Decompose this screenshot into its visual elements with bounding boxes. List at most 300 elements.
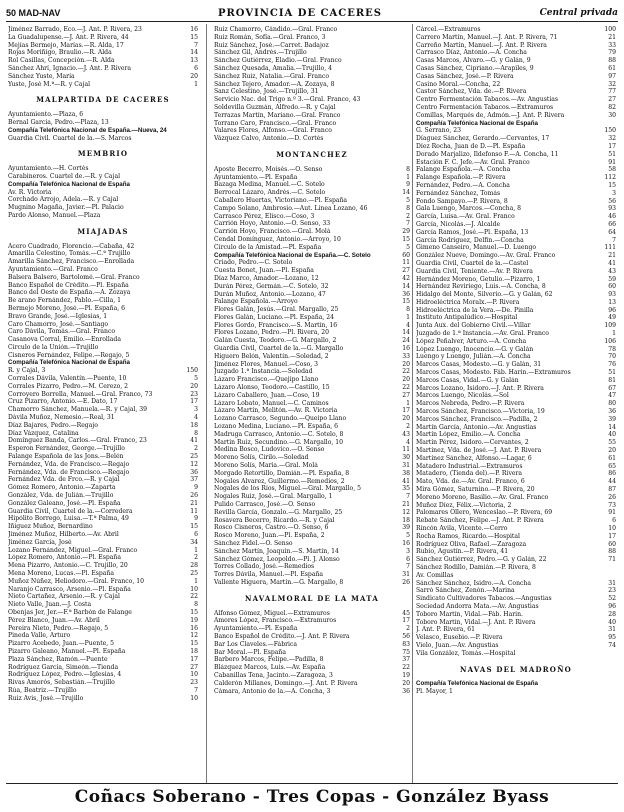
entry-number: 80 [608, 400, 616, 408]
directory-entry [8, 289, 198, 297]
directory-entry [8, 430, 198, 438]
entry-number [392, 65, 410, 73]
entry-number: 23 [190, 679, 198, 687]
directory-entry [416, 174, 616, 182]
entry-name: Alfonso Gómez, Miguel.—Extramuros [214, 609, 330, 617]
directory-entry [8, 492, 198, 500]
entry-number: 20 [190, 72, 198, 80]
entry-name: Carreño Martín, Manuel.—J. Ant. P. Rivera [416, 41, 547, 49]
column-divider [206, 24, 207, 784]
directory-entry [214, 446, 410, 454]
directory-entry [416, 276, 616, 284]
entry-number [180, 352, 198, 360]
entry-name: Guardia Civil, Teniente.—Av. P. Rivera [416, 267, 533, 275]
entry-number: 7 [612, 236, 616, 244]
entry-name: Lázaro Lobato, Manuel.—C. Caminos [214, 399, 329, 407]
entry-number: 111 [604, 244, 616, 252]
directory-entry [416, 166, 616, 174]
entry-name: Carrión Hoyo, Francisco.—Gral. Molá [214, 228, 331, 236]
entry-number: 70 [608, 353, 616, 361]
directory-entry [214, 571, 410, 579]
entry-number: 10 [190, 585, 198, 593]
entry-name: Hernández Reviriego, Luis.—A. Concha, 8 [416, 283, 546, 291]
entry-name: Luengo y Luengo, Julián.—A. Concha [416, 353, 531, 361]
entry-name: Pizarro Galeano, Manuel.—Pl. España [8, 647, 126, 655]
entry-number: 37 [190, 476, 198, 484]
directory-entry [214, 49, 410, 57]
entry-name: Casas Sánchez, José.—P. Rivera [416, 72, 514, 80]
entry-name: Hipólito Borrego, Luisa.—T.ª Palma, 49 [8, 515, 129, 523]
entry-number: 65 [608, 462, 616, 470]
entry-name: Pizarro Acebedo, Juan.—Puente, 5 [8, 640, 115, 648]
entry-name: Cuesta Bonet, Juan.—Pl. España [214, 267, 314, 275]
directory-entry [8, 65, 198, 73]
entry-name: García Ramos, José.—Pl. España, 13 [416, 228, 529, 236]
entry-number: 81 [608, 376, 616, 384]
entry-number: 2 [406, 625, 410, 633]
directory-entry [8, 476, 198, 484]
entry-name: Pardo Alonso, Manuel.—Plaza [8, 211, 101, 219]
entry-number: 26 [190, 492, 198, 500]
entry-name: Cárcel.—Extramuros [416, 26, 481, 33]
entry-number: 64 [608, 228, 616, 236]
entry-name: Balsera Balsero, Bartolomé.—Gral. Franco [8, 273, 140, 281]
entry-name: Ayuntamiento.—Plaza, 6 [8, 111, 84, 119]
entry-number: 9 [194, 484, 198, 492]
directory-entry [416, 213, 616, 221]
directory-entry [214, 104, 410, 112]
directory-entry [8, 165, 198, 173]
entry-number [598, 572, 616, 580]
entry-name: Díaz Vázquez, Catalina [8, 429, 79, 437]
entry-name: Acero Cuadrado, Florencio.—Cabaña, 42 [8, 242, 135, 250]
entry-number: 17 [402, 617, 410, 625]
entry-name: Compañía Telefónica Nacional de España.—C. Sotelo [214, 251, 371, 259]
directory-entry [416, 65, 616, 73]
directory-entry [416, 470, 616, 478]
entry-number: 17 [190, 398, 198, 406]
entry-number [180, 266, 198, 274]
directory-entry [214, 563, 410, 571]
entry-number: 25 [190, 453, 198, 461]
directory-entry [8, 73, 198, 81]
directory-entry [214, 236, 410, 244]
entry-number [180, 196, 198, 204]
entry-number: 14 [190, 49, 198, 57]
directory-entry [416, 190, 616, 198]
directory-entry [416, 205, 616, 213]
entry-number [180, 282, 198, 290]
entry-number: 20 [402, 415, 410, 423]
entry-name: Domínguez Banda, Carlos.—Gral. Franco, 23 [8, 437, 147, 445]
entry-number: 2 [406, 212, 410, 220]
entry-number: 21 [402, 501, 410, 509]
directory-entry [214, 548, 410, 556]
directory-entry [214, 220, 410, 228]
entry-name: Centro Fermentación Tabacos.—Extramuros [416, 103, 554, 111]
entry-name: Díez Rocha, Juan de D.—Pl. España [416, 142, 526, 150]
entry-number: 36 [608, 408, 616, 416]
entry-number [180, 328, 198, 336]
directory-entry [8, 313, 198, 321]
entry-name: Carrasco Pérez, Elisco.—Coso, 3 [214, 212, 315, 220]
section-title-navalmoral: NAVALMORAL DE LA MATA [245, 593, 379, 603]
entry-name: Banco del Oeste de España.—A. Zozaya [8, 289, 131, 297]
directory-entry [214, 197, 410, 205]
directory-entry [416, 377, 616, 385]
entry-name: Ayuntamiento.—H. Cortés [8, 165, 89, 173]
entry-number: 13 [608, 298, 616, 306]
directory-entry [8, 453, 198, 461]
directory-entry [416, 34, 616, 42]
entry-number: 96 [608, 602, 616, 610]
entry-name: Durán Muñoz, Antonio.—Lozano, 47 [214, 290, 326, 298]
entry-name: Banco Español de Crédito.—Pl. España [8, 281, 129, 289]
entry-number: 67 [608, 384, 616, 392]
entry-name: Instituto Antipalúdico.—Hospital [416, 314, 518, 322]
entry-number: 22 [190, 593, 198, 601]
entry-name: Lozano Medina, Luciano.—Pl. España, 6 [214, 423, 339, 431]
entry-name: Campo Solano, Ambrosio.—Aut. Linea Lozano, 46 [214, 204, 368, 212]
entry-name: Sindicato Cultivadores Tabacos.—Angustias [416, 595, 552, 603]
entry-name: Sánchez Gómez, Leopoldo.—Pl. J. Alonso [214, 555, 340, 563]
entry-number [180, 289, 198, 297]
entry-name: Bazaga Medina, Manuel.—C. Sotelo [214, 181, 325, 189]
entry-number: 10 [608, 525, 616, 532]
entry-number: 27 [608, 96, 616, 104]
entry-name: Matadero, (Tienda del).—P. Rivera [416, 470, 523, 478]
directory-entry [416, 416, 616, 424]
directory-entry [416, 49, 616, 57]
entry-name: Compañía Telefónica Nacional de España [8, 180, 130, 188]
entry-name: Fernández, Pedro.—A. Concha [416, 181, 510, 189]
entry-number: 40 [608, 618, 616, 626]
directory-entry [416, 680, 616, 688]
directory-entry [416, 104, 616, 112]
entry-name: Martín Pérez, Isidoro.—Cervantes, 2 [416, 439, 529, 447]
entry-name: Servicio Nac. del Trigo n.º 3.—Gral. Franco, 43 [214, 96, 361, 104]
entry-number: 60 [608, 540, 616, 548]
entry-name: Carabineros. Cuartel de.—R. y Cajal [8, 172, 121, 180]
entry-name: Fondo Sampayo.—P. Rivera, 8 [416, 197, 508, 205]
entry-number: 11 [190, 507, 198, 515]
entry-number: 82 [608, 103, 616, 111]
entry-number: 1 [194, 80, 198, 88]
entry-number [180, 321, 198, 329]
entry-name: Ayuntamiento.—Pl. España [214, 173, 298, 181]
entry-name: Galán Cuesta, Teodoro.—G. Margallo, 2 [214, 337, 337, 345]
entry-number: 26 [402, 578, 410, 586]
entry-name: Plaza Sánchez, Ramón.—Puente [8, 655, 108, 663]
entry-number: 3 [194, 406, 198, 414]
entry-name: Revilla García, Gonzalo.—G. Margallo, 25 [214, 508, 343, 516]
entry-name: Muñoz Núñez, Heliodoro.—Gral. Franco, 10 [8, 577, 144, 585]
directory-entry [416, 650, 616, 658]
entry-number: 55 [608, 439, 616, 447]
entry-name: Gómez Romero, Antonio.—Zaparta [8, 484, 116, 492]
directory-entry [214, 368, 410, 376]
entry-name: Castor Sánchez, Vda. de.—P. Rivera [416, 88, 527, 96]
directory-entry [8, 336, 198, 344]
entry-name: López Romero, Antonio.—Pl. España [8, 554, 121, 562]
directory-entry [8, 406, 198, 414]
directory-entry [416, 346, 616, 354]
entry-number: 4 [406, 438, 410, 446]
directory-entry [416, 548, 616, 556]
directory-entry [8, 671, 198, 679]
entry-number: 10 [190, 671, 198, 679]
directory-entry [8, 554, 198, 562]
directory-entry [8, 127, 198, 135]
entry-number: 3 [612, 189, 616, 197]
directory-entry [214, 610, 410, 618]
directory-entry [8, 687, 198, 695]
entry-number: 11 [402, 446, 410, 454]
entry-name: Rocha Ramos, Ricardo.—Hospital [416, 532, 520, 540]
directory-entry [8, 352, 198, 360]
entry-name: La Guadalupense.—J. Ant. P. Rivera, 44 [8, 33, 129, 41]
directory-entry [416, 431, 616, 439]
entry-name: Casanova Corral, Emilio.—Enrollada [8, 336, 121, 344]
directory-entry [416, 385, 616, 393]
entry-name: Falange Española.—P. Rivera [416, 174, 506, 182]
directory-entry [8, 204, 198, 212]
directory-entry [416, 509, 616, 517]
directory-entry [214, 252, 410, 260]
entry-number [392, 88, 410, 96]
entry-number: 51 [608, 369, 616, 377]
directory-entry [416, 424, 616, 432]
entry-name: Bermejo Moreno, José.—Pl. España, 6 [8, 304, 125, 312]
entry-name: Rodríguez López, Pedro.—Iglesias, 4 [8, 671, 122, 679]
entry-name: Bar Moral.—Pl. España [214, 648, 286, 656]
directory-entry [214, 540, 410, 548]
directory-entry [416, 135, 616, 143]
entry-number: 1 [194, 577, 198, 585]
directory-entry [214, 392, 410, 400]
column-divider [412, 24, 413, 784]
entry-name: Av. Comillas [416, 571, 454, 579]
entry-name: Velasco, Eusebio.—P. Rivera [416, 634, 503, 642]
directory-entry [214, 649, 410, 657]
directory-entry [214, 127, 410, 135]
entry-number: 7 [406, 220, 410, 228]
directory-entry [8, 212, 198, 220]
directory-entry [8, 508, 198, 516]
directory-entry [214, 439, 410, 447]
entry-number: 6 [406, 555, 410, 563]
entry-name: Caro Dávila, Tomás.—Gral. Franco [8, 328, 116, 336]
entry-name: Morgado Retortillo, Damián.—Pl. España, 8 [214, 469, 350, 477]
entry-name: Flores Lozano, Pedro.—Pl. Rivera, 20 [214, 329, 329, 337]
entry-number: 47 [608, 392, 616, 400]
entry-name: Marcos Sánchez, Francisco.—Victoria, 19 [416, 408, 545, 416]
entry-number [392, 135, 410, 143]
entry-number [392, 96, 410, 104]
entry-name: Estación F. C. Jefe.—Av. Gral. Franco [416, 158, 530, 166]
entry-name: Marcos Casas, Modesto. Fáb. Harin.—Extramuros [416, 369, 571, 377]
entry-number: 17 [402, 407, 410, 415]
directory-entry [214, 329, 410, 337]
entry-number: 36 [402, 687, 410, 695]
entry-name: Sánchez Gil, Andrés.—Trujillo [214, 49, 307, 57]
entry-number: 91 [608, 158, 616, 166]
section-title-miajadas: MIAJADAS [77, 226, 129, 236]
entry-number: 7 [194, 686, 198, 694]
directory-entry [8, 243, 198, 251]
directory-entry [8, 391, 198, 399]
entry-number: 14 [402, 189, 410, 197]
entry-number: 93 [608, 291, 616, 299]
directory-entry [8, 375, 198, 383]
directory-entry [214, 135, 410, 143]
directory-entry [214, 244, 410, 252]
directory-entry [416, 455, 616, 463]
entry-number: 59 [608, 275, 616, 283]
entry-number: 26 [608, 493, 616, 501]
entry-number: 14 [608, 423, 616, 431]
entry-name: Lázaro Caballero, Juan.—Coso, 19 [214, 391, 320, 399]
directory-entry [416, 182, 616, 190]
entry-number: 91 [608, 509, 616, 517]
directory-entry [8, 81, 198, 89]
entry-name: Rosavera Becerro, Ricardo.—R. y Cajal [214, 516, 335, 524]
directory-entry [214, 672, 410, 680]
directory-entry [214, 400, 410, 408]
entry-number [180, 111, 198, 119]
entry-name: J. Ant. P. Rivera, 61 [416, 626, 475, 634]
entry-name: Juzgado 1.ª Instancia.—Soledad [214, 368, 313, 376]
directory-entry [416, 73, 616, 81]
directory-entry [416, 322, 616, 330]
directory-entry [8, 437, 198, 445]
entry-number [392, 104, 410, 112]
entry-number: 52 [608, 595, 616, 603]
directory-entry [8, 189, 198, 197]
entry-number: 22 [402, 368, 410, 376]
entry-number: 56 [608, 197, 616, 205]
entry-number [180, 344, 198, 352]
entry-number [392, 81, 410, 89]
section-title-montanchez: MONTANCHEZ [276, 149, 348, 159]
entry-number: 37 [402, 656, 410, 664]
entry-number: 7 [406, 493, 410, 501]
directory-entry [416, 143, 616, 151]
entry-name: Obenjas Jer, Jer.—F.ª Barbón de Falange [8, 608, 132, 616]
directory-entry [8, 258, 198, 266]
directory-entry [8, 562, 198, 570]
entry-name: Pl. Mayor, 1 [416, 688, 453, 696]
entry-number: 39 [402, 524, 410, 532]
entry-name: Mena Pizarro, Antonio.—C. Trujillo, 20 [8, 562, 128, 570]
directory-entry [416, 572, 616, 580]
entry-name: González, Vda. de Julián.—Trujillo [8, 492, 114, 500]
entry-name: Jiménez Muñoz, Hilberto.—Av. Abril [8, 531, 119, 539]
directory-entry [214, 205, 410, 213]
entry-name: Mato, Vda. de.—Av. Gral. Franco, 6 [416, 478, 525, 486]
entry-number: 17 [190, 655, 198, 663]
entry-number: 77 [608, 88, 616, 96]
entry-name: Martín Ruiz, Secundino.—G. Margallo, 10 [214, 438, 344, 446]
entry-number: 56 [402, 632, 410, 640]
entry-number: 28 [608, 610, 616, 618]
entry-name: Caro Chamorro, José.—Santiago [8, 320, 109, 328]
entry-name: Toboro Martín, Vidal.—J. Ant. P. Rivera [416, 618, 536, 626]
entry-number: 21 [608, 252, 616, 260]
directory-entry [214, 65, 410, 73]
entry-number [180, 359, 198, 367]
directory-entry [8, 383, 198, 391]
entry-number [180, 189, 198, 197]
entry-name: Muñoz Díez, Félix.—Victoria, 2 [416, 501, 512, 509]
directory-entry [416, 525, 616, 533]
directory-entry [8, 593, 198, 601]
entry-name: Gala Luengo, Marcos.—Concha, 8 [416, 205, 521, 213]
entry-number: 20 [402, 679, 410, 687]
entry-number: 61 [608, 454, 616, 462]
entry-number: 76 [608, 361, 616, 369]
entry-number: 46 [608, 213, 616, 221]
entry-number: 86 [608, 470, 616, 478]
entry-name: Juzgado de 1.ª Instancia.—Av. Gral. Franco [416, 330, 549, 338]
entry-name: Rincón Avila, Vicente.—Cerro [416, 525, 508, 532]
entry-name: Nogales de los Ríos, Miguel.—Gral. Margallo, 5 [214, 485, 361, 493]
directory-entry [416, 408, 616, 416]
entry-number: 15 [608, 181, 616, 189]
directory-entry [416, 564, 616, 572]
entry-number: 15 [402, 298, 410, 306]
directory-entry [416, 533, 616, 541]
entry-number: 79 [608, 49, 616, 57]
entry-name: Torres Collado, José.—Remedios [214, 563, 315, 571]
directory-entry [416, 688, 616, 696]
entry-number: 14 [402, 329, 410, 337]
entry-name: Medina Bosco, Ludovico.—O. Senso [214, 446, 325, 454]
entry-number [180, 258, 198, 266]
directory-entry [416, 314, 616, 322]
entry-name: Torrano Caro, Francisco.—Gral. Franco [214, 119, 337, 127]
directory-entry [214, 641, 410, 649]
entry-number [392, 112, 410, 120]
entry-name: Aposte Becerro, Moisés.—O. Senso [214, 165, 323, 173]
entry-number: 30 [402, 454, 410, 462]
entry-name: Marcos Casas, Vidal.—G. y Galán [416, 376, 519, 384]
entry-name: Martínez Sánchez, Alfonso.—Lagar, 6 [416, 454, 532, 462]
directory-entry [416, 244, 616, 252]
entry-name: Yuste, José M.ª—R. y Cajal [8, 80, 91, 88]
entry-number: 32 [608, 135, 616, 143]
entry-name: Mejías Bermejo, Marías.—R. Alda, 17 [8, 41, 124, 49]
entry-number: 8 [406, 165, 410, 173]
entry-name: Vila González, Tomás.—Hospital [416, 649, 516, 657]
entry-name: García, Nicolás.—J. Alcalde [416, 220, 501, 228]
entry-name: Díaz Bajares, Pedro.—Regajo [8, 421, 98, 429]
directory-entry [214, 524, 410, 532]
directory-entry [8, 42, 198, 50]
entry-number: 34 [190, 538, 198, 546]
directory-entry [214, 112, 410, 120]
directory-entry [8, 398, 198, 406]
entry-name: Palomares Ollero, Wenceslao.—P. Rivera, 69 [416, 509, 553, 517]
entry-number: 22 [402, 664, 410, 672]
entry-number: 1 [194, 546, 198, 554]
directory-entry [214, 656, 410, 664]
entry-number: 24 [402, 337, 410, 345]
entry-name: Sarró Sánchez, Zenón.—Marina [416, 587, 515, 595]
province-title: PROVINCIA DE CACERES [217, 7, 383, 19]
entry-name: Sánchez Gutiérrez, Pedro.—G. y Galán, 22 [416, 556, 547, 564]
entry-name: Flores Galán, Jesús.—Gral. Margallo, 25 [214, 306, 339, 314]
